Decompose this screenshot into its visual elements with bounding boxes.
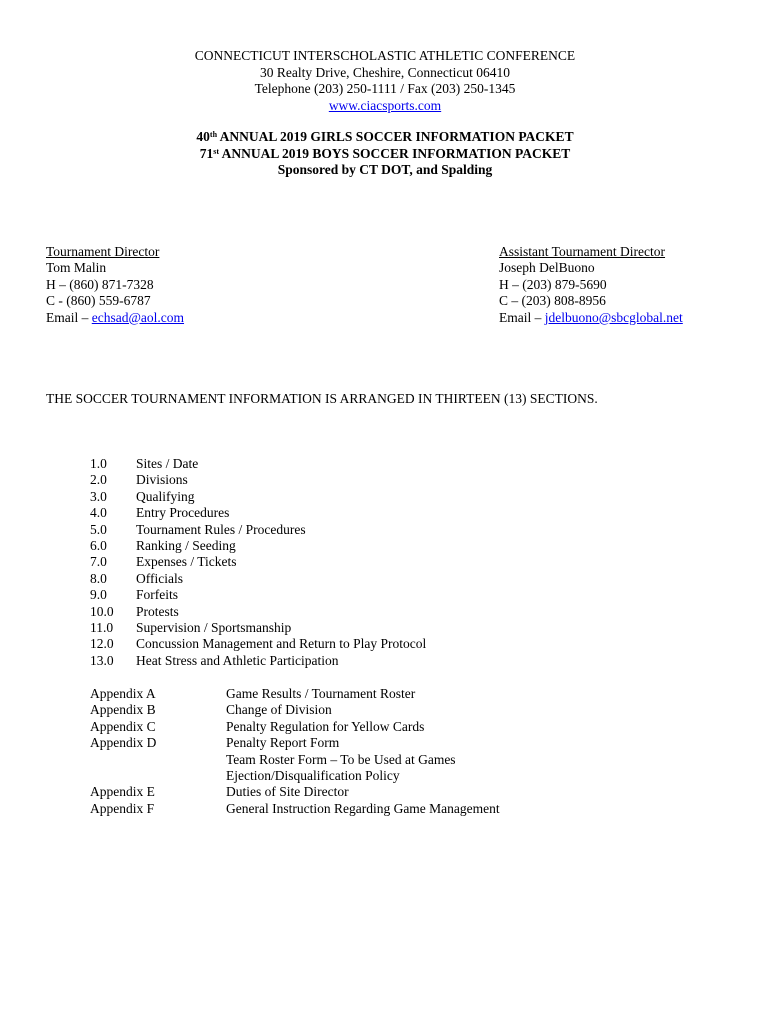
section-item: 13.0 Heat Stress and Athletic Participation bbox=[90, 652, 339, 668]
director-cell-phone: C - (860) 559-6787 bbox=[46, 293, 151, 309]
org-address: 30 Realty Drive, Cheshire, Connecticut 06410 bbox=[259, 64, 511, 80]
sponsor-line: Sponsored by CT DOT, and Spalding bbox=[277, 162, 493, 177]
appendix-item: Appendix A Game Results / Tournament Roster bbox=[90, 686, 416, 701]
assistant-cell-phone: C – (203) 808-8956 bbox=[499, 293, 606, 309]
org-name: CONNECTICUT INTERSCHOLASTIC ATHLETIC CONFERENCE bbox=[194, 48, 576, 63]
section-item: 9.0 Forfeits bbox=[90, 587, 178, 603]
section-item: 12.0 Concussion Management and Return to Play Protocol bbox=[90, 636, 427, 652]
appendix-item: Appendix B Change of Division bbox=[90, 702, 332, 718]
girls-packet-title: 40th ANNUAL 2019 GIRLS SOCCER INFORMATION PACKET bbox=[196, 129, 574, 144]
section-item: 2.0 Divisions bbox=[90, 472, 188, 488]
appendix-item: Appendix E Duties of Site Director bbox=[90, 784, 349, 800]
director-email-link[interactable]: echsad@aol.com bbox=[91, 309, 185, 325]
assistant-email-line: Email – jdelbuono@sbcglobal.net bbox=[499, 309, 683, 325]
website-link[interactable]: www.ciacsports.com bbox=[328, 97, 442, 113]
section-item: 1.0 Sites / Date bbox=[90, 456, 199, 471]
assistant-name: Joseph DelBuono bbox=[499, 260, 595, 276]
appendix-item: Appendix F General Instruction Regarding Game Management bbox=[90, 800, 500, 816]
section-item: 11.0 Supervision / Sportsmanship bbox=[90, 619, 292, 635]
section-item: 4.0 Entry Procedures bbox=[90, 505, 230, 521]
appendix-item: Ejection/Disqualification Policy bbox=[226, 767, 400, 783]
director-contact bbox=[46, 244, 184, 326]
assistant-email-link[interactable]: jdelbuono@sbcglobal.net bbox=[544, 309, 683, 325]
director-email-line: Email – echsad@aol.com bbox=[46, 309, 185, 325]
section-item: 3.0 Qualifying bbox=[90, 488, 195, 504]
assistant-contact bbox=[499, 244, 683, 326]
title-block bbox=[0, 129, 770, 179]
sections-list bbox=[90, 456, 426, 669]
director-home-phone: H – (860) 871-7328 bbox=[46, 276, 154, 292]
assistant-title: Assistant Tournament Director bbox=[499, 244, 666, 259]
appendix-item: Team Roster Form – To be Used at Games bbox=[226, 751, 456, 767]
section-item: 7.0 Expenses / Tickets bbox=[90, 554, 237, 570]
appendix-list bbox=[90, 686, 500, 817]
appendix-item: Appendix D Penalty Report Form bbox=[90, 735, 340, 751]
assistant-home-phone: H – (203) 879-5690 bbox=[499, 276, 607, 292]
appendix-item: Appendix C Penalty Regulation for Yellow Cards bbox=[90, 718, 425, 734]
section-item: 8.0 Officials bbox=[90, 570, 183, 586]
section-item: 10.0 Protests bbox=[90, 603, 179, 619]
header-block bbox=[0, 48, 770, 114]
section-item: 5.0 Tournament Rules / Procedures bbox=[90, 521, 306, 537]
sections-intro: THE SOCCER TOURNAMENT INFORMATION IS ARRANGED IN THIRTEEN (13) SECTIONS. bbox=[46, 391, 598, 406]
boys-packet-title: 71st ANNUAL 2019 BOYS SOCCER INFORMATION PACKET bbox=[199, 145, 571, 161]
director-name: Tom Malin bbox=[46, 260, 107, 276]
org-phone: Telephone (203) 250-1111 / Fax (203) 250-1345 bbox=[254, 81, 516, 96]
section-item: 6.0 Ranking / Seeding bbox=[90, 537, 236, 553]
director-title: Tournament Director bbox=[46, 244, 160, 259]
